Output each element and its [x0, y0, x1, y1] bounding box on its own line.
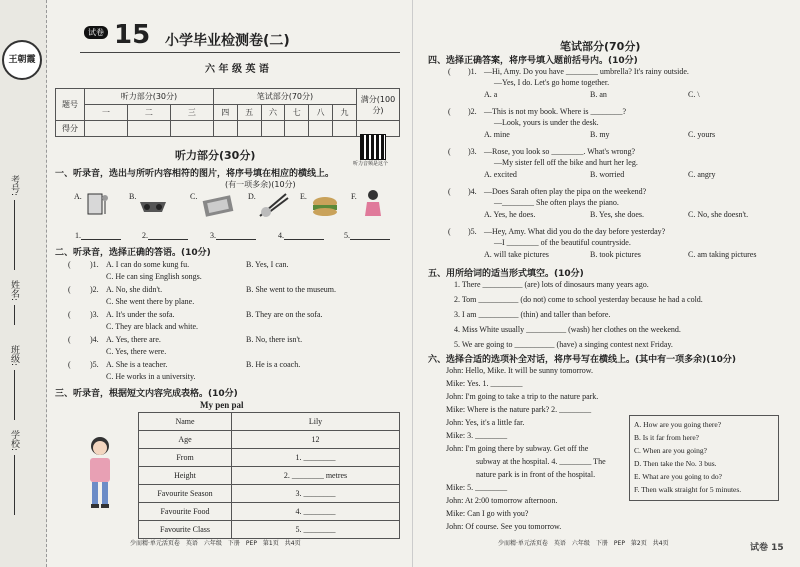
option-item: D. Then take the No. 3 bus.: [634, 459, 717, 468]
section-2-title: 二、听录音，选择正确的答语。(10分): [55, 248, 211, 258]
dialogue-line: John: Yes, it's a little far.: [446, 418, 525, 427]
qr-caption: 听力音频是这个: [353, 161, 389, 167]
score-cell[interactable]: [237, 121, 261, 137]
binding-strip: [0, 0, 47, 567]
picture-label-b: B.: [129, 192, 137, 201]
score-total-header: 满分(100分): [357, 89, 400, 121]
question-number: )4.: [468, 187, 477, 196]
option-c: C. angry: [688, 170, 716, 179]
score-cell[interactable]: [85, 121, 128, 137]
score-row-label-score: 得分: [56, 121, 85, 137]
option-a: A. It's under the sofa.: [106, 310, 175, 319]
option-b: B. Yes, I can.: [246, 260, 289, 269]
table-row: [139, 503, 400, 521]
dialogue-line[interactable]: Mike: 3. ________: [446, 431, 508, 440]
listening-title: 听力部分(30分): [175, 149, 256, 162]
score-num: 八: [309, 105, 333, 121]
dialogue-line: John: At 2:00 tomorrow afternoon.: [446, 496, 558, 505]
table-row: [139, 485, 400, 503]
table-value: Lily: [232, 413, 400, 431]
table-key: Favourite Season: [139, 485, 232, 503]
score-num: 一: [85, 105, 128, 121]
question-text: —Hey, Amy. What did you do the day before yesterday?: [484, 227, 666, 236]
exam-number-label: 考号:: [9, 175, 19, 197]
section-1-note: (有一项多余)(10分): [225, 180, 296, 189]
table-row: [139, 521, 400, 539]
table-answer-cell[interactable]: 3. ________: [232, 485, 400, 503]
option-a: A. will take pictures: [484, 250, 549, 259]
question-text-2: —My sister fell off the bike and hurt her leg.: [494, 158, 638, 167]
picture-f: [362, 188, 384, 220]
section-2-list: [68, 259, 398, 397]
picture-label-c: C.: [190, 192, 198, 201]
score-listening-header: 听力部分(30分): [85, 89, 214, 105]
section-1-blank-5[interactable]: [344, 231, 390, 240]
option-c: C. She went there by plane.: [106, 297, 195, 306]
option-a: A. She is a teacher.: [106, 360, 168, 369]
option-c: C. No, she doesn't.: [688, 210, 749, 219]
picture-c: [198, 192, 238, 218]
dialogue-line[interactable]: subway at the hospital. 4. ________ The: [476, 457, 606, 466]
table-key: Height: [139, 467, 232, 485]
question-number: )3.: [468, 147, 477, 156]
answer-bracket[interactable]: (: [448, 227, 451, 236]
option-item: B. Is it far from here?: [634, 433, 699, 442]
fill-item[interactable]: 4. Miss White usually __________ (wash) her clothes on the weekend.: [454, 325, 681, 334]
answer-bracket[interactable]: (: [68, 285, 71, 294]
dialogue-line: John: Hello, Mike. It will be sunny tomorrow.: [446, 366, 594, 375]
option-c: C. am taking pictures: [688, 250, 757, 259]
table-key: Favourite Food: [139, 503, 232, 521]
header-number: 15: [114, 20, 151, 50]
option-b: B. No, there isn't.: [246, 335, 303, 344]
pen-pal-table: [138, 412, 400, 539]
picture-a: [86, 190, 110, 218]
class-label: 班级:: [9, 345, 19, 367]
written-title: 笔试部分(70分): [560, 40, 641, 53]
option-b: B. They are on the sofa.: [246, 310, 323, 319]
left-page: [50, 0, 405, 567]
section-1-title: 一、听录音，选出与所听内容相符的图片，将序号填在相应的横线上。: [55, 169, 335, 179]
question-item: [448, 226, 793, 266]
answer-bracket[interactable]: (: [68, 335, 71, 344]
option-c: C. \: [688, 90, 700, 99]
question-text-2: —Look, yours is under the desk.: [494, 118, 599, 127]
name-label: 姓名:: [9, 280, 19, 302]
girl-illustration: [80, 432, 120, 512]
name-line[interactable]: [14, 305, 15, 325]
section-6-title: 六、选择合适的选项补全对话，将序号写在横线上。(其中有一项多余)(10分): [428, 355, 736, 365]
answer-bracket[interactable]: (: [448, 67, 451, 76]
score-num: 五: [237, 105, 261, 121]
option-item: C. When are you going?: [634, 446, 707, 455]
score-num: 四: [213, 105, 237, 121]
footer-right: 少而精·单元活页卷 英语 六年级 下册 PEP 第2页 共4页: [498, 540, 669, 547]
question-number: )1.: [468, 67, 477, 76]
score-num: 九: [333, 105, 357, 121]
section-5-list: [454, 279, 703, 354]
score-cell[interactable]: [285, 121, 309, 137]
blank-label: 2.: [142, 231, 148, 240]
question-number: )4.: [90, 335, 99, 344]
fill-item[interactable]: 1. There __________ (are) lots of dinosaurs many years ago.: [454, 280, 649, 289]
question-text-2: —________ She often plays the piano.: [494, 198, 619, 207]
question-number: )2.: [468, 107, 477, 116]
fill-item[interactable]: 2. Tom __________ (do not) come to school yesterday because he had a cold.: [454, 295, 703, 304]
header-badge: 试卷: [84, 26, 108, 39]
option-c: C. He can sing English songs.: [106, 272, 202, 281]
fill-item[interactable]: 5. We are going to __________ (have) a singing contest next Friday.: [454, 340, 673, 349]
table-row: [139, 431, 400, 449]
option-a: A. No, she didn't.: [106, 285, 163, 294]
score-cell[interactable]: [261, 121, 285, 137]
section-1-blank-4[interactable]: [278, 231, 324, 240]
picture-label-f: F.: [351, 192, 357, 201]
option-a: A. Yes, there are.: [106, 335, 161, 344]
page-subtitle: 六 年 级 英 语: [205, 64, 269, 75]
question-number: )3.: [90, 310, 99, 319]
option-c: C. He works in a university.: [106, 372, 196, 381]
table-answer-cell[interactable]: 5. ________: [232, 521, 400, 539]
question-number: )5.: [90, 360, 99, 369]
question-text-2: —Yes, I do. Let's go home together.: [494, 78, 610, 87]
section-4-list: [448, 66, 793, 266]
dialogue-line: John: I'm going there by subway. Get off the: [446, 444, 589, 453]
option-item: A. How are you going there?: [634, 420, 722, 429]
dialogue: [446, 365, 646, 534]
table-row: [139, 449, 400, 467]
option-a: A. Yes, he does.: [484, 210, 536, 219]
question-text: —Rose, you look so ________. What's wrong?: [484, 147, 636, 156]
question-item: [448, 106, 793, 146]
blank-label: 3.: [210, 231, 216, 240]
score-written-header: 笔试部分(70分): [213, 89, 356, 105]
answer-bracket[interactable]: (: [68, 310, 71, 319]
qr-code[interactable]: [360, 134, 386, 160]
option-c: C. yours: [688, 130, 716, 139]
score-cell[interactable]: [127, 121, 170, 137]
table-answer-cell[interactable]: 2. ________ metres: [232, 467, 400, 485]
dialogue-line: John: Of course. See you tomorrow.: [446, 522, 562, 531]
table-key: Name: [139, 413, 232, 431]
option-b: B. She went to the museum.: [246, 285, 336, 294]
question-text: —Does Sarah often play the pipa on the weekend?: [484, 187, 647, 196]
table-key: From: [139, 449, 232, 467]
question-number: )1.: [90, 260, 99, 269]
option-item: F. Then walk straight for 5 minutes.: [634, 485, 742, 494]
picture-label-d: D.: [248, 192, 256, 201]
option-c: C. Yes, there were.: [106, 347, 167, 356]
question-item: [448, 146, 793, 186]
answer-bracket[interactable]: (: [68, 360, 71, 369]
footer-badge: 试卷 15: [750, 543, 784, 553]
options-box: [629, 415, 779, 501]
table-value: 12: [232, 431, 400, 449]
picture-b: [138, 196, 168, 216]
score-row-label-num: 题号: [56, 89, 85, 121]
dialogue-line: John: I'm going to take a trip to the nature park.: [446, 392, 599, 401]
table-row: [139, 467, 400, 485]
section-1-blank-2[interactable]: [142, 231, 188, 240]
question-text: —This is not my book. Where is ________?: [484, 107, 627, 116]
option-a: A. I can do some kung fu.: [106, 260, 190, 269]
option-b: B. Yes, she does.: [590, 210, 645, 219]
section-5-title: 五、用所给词的适当形式填空。(10分): [428, 269, 584, 279]
question-number: )5.: [468, 227, 477, 236]
pen-pal-table-title: My pen pal: [200, 400, 244, 410]
answer-bracket[interactable]: (: [448, 147, 451, 156]
score-cell[interactable]: [309, 121, 333, 137]
section-4-title: 四、选择正确答案，将序号填入题前括号内。(10分): [428, 56, 638, 66]
blank-label: 4.: [278, 231, 284, 240]
dialogue-line: Mike: Can I go with you?: [446, 509, 529, 518]
option-b: B. an: [590, 90, 607, 99]
page-fold: [412, 0, 413, 567]
option-a: A. mine: [484, 130, 510, 139]
dialogue-line[interactable]: Mike: 5. ________: [446, 483, 508, 492]
question-text: —Hi, Amy. Do you have ________ umbrella? It's rainy outside.: [484, 67, 689, 76]
answer-bracket[interactable]: (: [68, 260, 71, 269]
score-num: 七: [285, 105, 309, 121]
section-3-title: 三、听录音，根据短文内容完成表格。(10分): [55, 389, 238, 399]
fill-item[interactable]: 3. I am __________ (thin) and taller than before.: [454, 310, 611, 319]
dialogue-line[interactable]: Mike: Where is the nature park? 2. ________: [446, 405, 592, 414]
score-cell[interactable]: [170, 121, 213, 137]
option-b: B. He is a coach.: [246, 360, 301, 369]
class-line[interactable]: [14, 370, 15, 420]
header-rule: [80, 52, 400, 53]
dialogue-line[interactable]: Mike: Yes. 1. ________: [446, 379, 523, 388]
table-answer-cell[interactable]: 1. ________: [232, 449, 400, 467]
dialogue-line: nature park is in front of the hospital.: [476, 470, 596, 479]
table-key: Favourite Class: [139, 521, 232, 539]
table-answer-cell[interactable]: 4. ________: [232, 503, 400, 521]
score-num: 二: [127, 105, 170, 121]
picture-label-a: A.: [74, 192, 82, 201]
picture-d: [256, 192, 290, 218]
option-a: A. a: [484, 90, 498, 99]
table-key: Age: [139, 431, 232, 449]
score-num: 六: [261, 105, 285, 121]
school-label: 学校:: [9, 430, 19, 452]
school-line[interactable]: [14, 455, 15, 515]
exam-number-line[interactable]: [14, 200, 15, 270]
blank-label: 5.: [344, 231, 350, 240]
footer-left: 少而精·单元活页卷 英语 六年级 下册 PEP 第1页 共4页: [130, 540, 301, 547]
score-table: [55, 88, 400, 137]
option-c: C. They are black and white.: [106, 322, 199, 331]
picture-e: [310, 194, 340, 218]
page-title: 小学毕业检测卷(二): [165, 33, 290, 49]
option-b: B. took pictures: [590, 250, 641, 259]
score-cell[interactable]: [333, 121, 357, 137]
score-cell[interactable]: [213, 121, 237, 137]
score-num: 三: [170, 105, 213, 121]
picture-label-e: E.: [300, 192, 307, 201]
blank-label: 1.: [75, 231, 81, 240]
section-1-blank-3[interactable]: [210, 231, 256, 240]
option-a: A. excited: [484, 170, 517, 179]
right-page: [420, 0, 800, 567]
question-item: [448, 186, 793, 226]
answer-bracket[interactable]: (: [448, 187, 451, 196]
logo: 王朝霞: [2, 40, 42, 80]
question-number: )2.: [90, 285, 99, 294]
table-row: [139, 413, 400, 431]
option-b: B. my: [590, 130, 610, 139]
answer-bracket[interactable]: (: [448, 107, 451, 116]
question-item: [448, 66, 793, 106]
option-item: E. What are you going to do?: [634, 472, 722, 481]
option-b: B. worried: [590, 170, 625, 179]
section-1-blank-1[interactable]: [75, 231, 121, 240]
question-text-2: —I ________ of the beautiful countryside.: [494, 238, 631, 247]
